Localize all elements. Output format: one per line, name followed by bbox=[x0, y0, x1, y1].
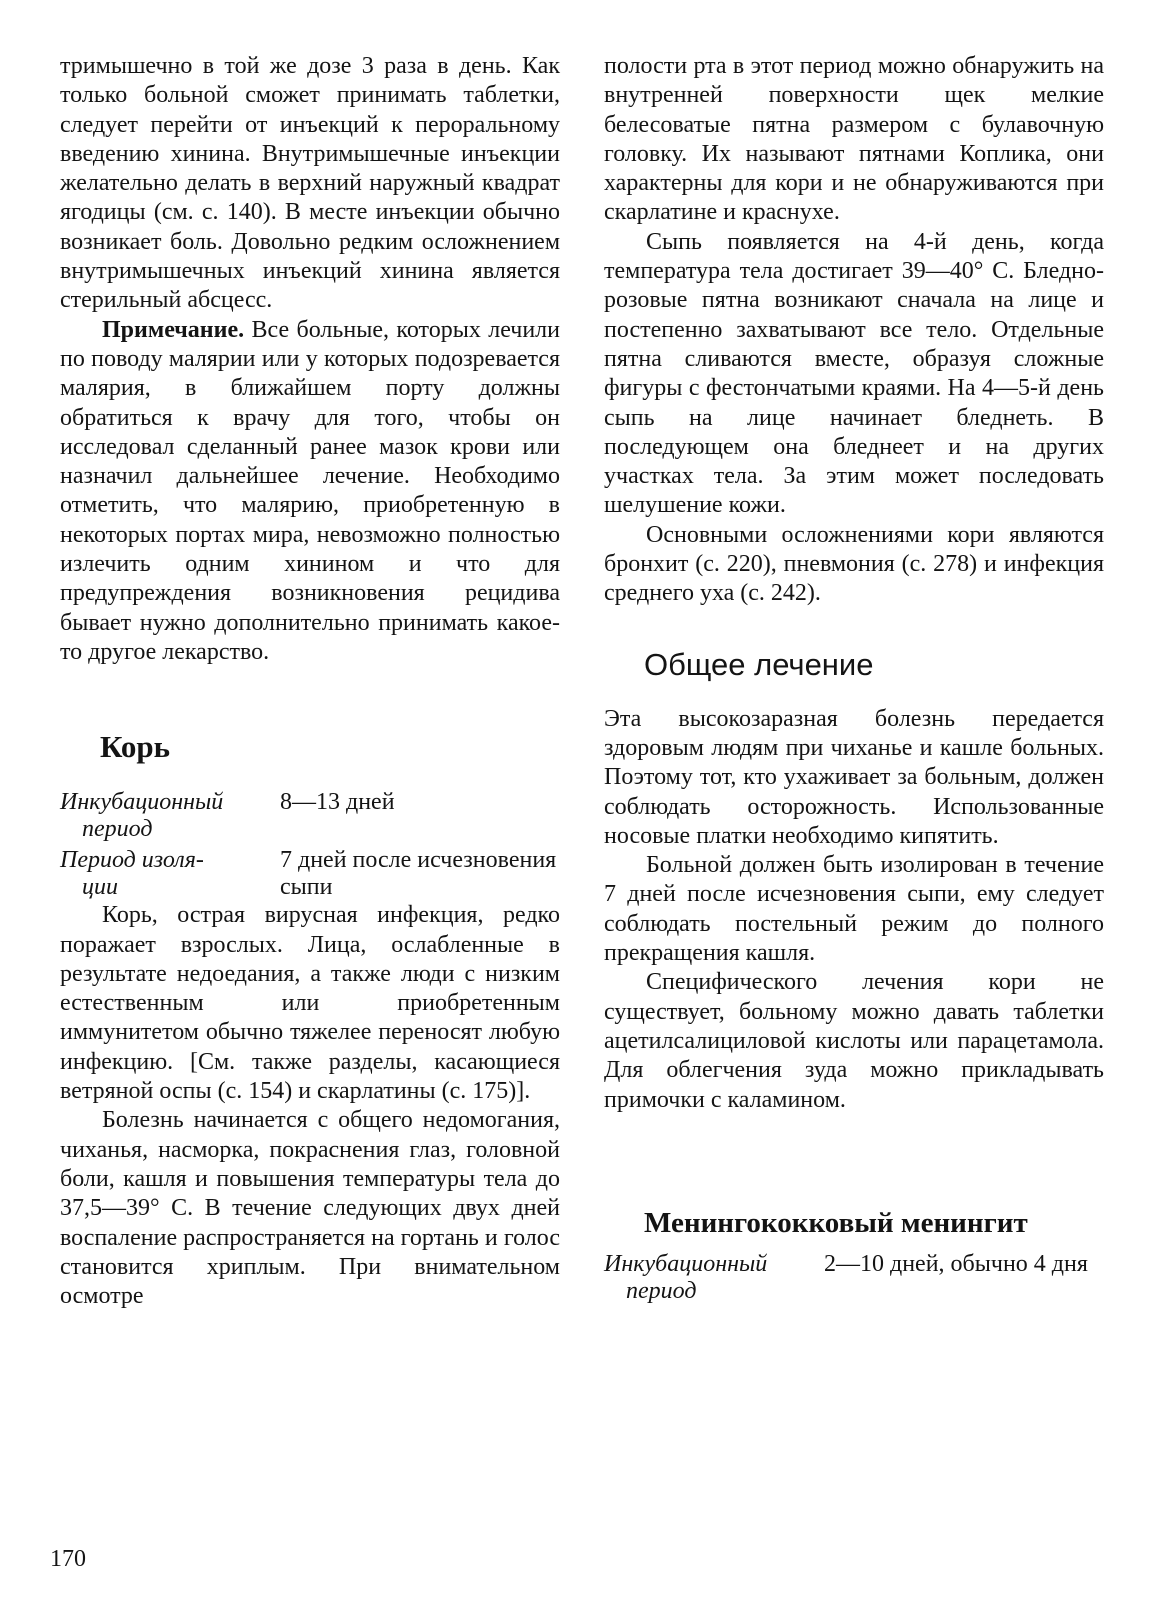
paragraph-measles-onset: Болезнь начинается с общего недомогания, чиханья, насморка, покраснения глаз, головной боли, кашля и повышения температуры тела до 37,5—39° С. В течение следующих двух дней воспаление распространяется на гортань и голос становится хриплым. При внимательном осмотре bbox=[60, 1107, 560, 1310]
note-text: Все больные, которых лечили по поводу малярии или у которых подозревается малярия, в ближайшем порту должны обратиться к врачу для того, чтобы он исследовал сделанный ранее мазок крови или назначил дальнейшее лечение. Необходимо отметить, что малярию, приобретенную в некоторых портах мира, невозможно полностью излечить одним хинином и что для предупреждения возникновения рецидива бывает нужно дополнительно принимать какое-то другое лекарство. bbox=[60, 316, 560, 665]
measles-isolation bbox=[60, 847, 560, 901]
isolation-value: 7 дней после исчезновения сыпи bbox=[280, 847, 557, 901]
right-column bbox=[604, 52, 1104, 1305]
paragraph-note bbox=[60, 316, 560, 668]
note-label: Примечание. bbox=[102, 316, 245, 343]
paragraph-transmission: Эта высокозаразная болезнь передается здоровым людям при чиханье и кашле больных. Поэтому тот, кто ухаживает за больным, должен соблюдать осторожность. Использованные носовые платки необходимо кипятить. bbox=[604, 705, 1104, 849]
meningitis-incubation bbox=[604, 1251, 1104, 1305]
incubation-label: Инкубационный период bbox=[60, 789, 224, 843]
paragraph-isolation: Больной должен быть изолирован в течение 7 дней после исчезновения сыпи, ему следует соблюдать постельный режим до полного прекращения кашля. bbox=[604, 852, 1104, 967]
isolation-label: Период изоля- ции bbox=[60, 847, 204, 901]
meningitis-incubation-value: 2—10 дней, обычно 4 дня bbox=[824, 1250, 1088, 1277]
page-number: 170 bbox=[50, 1546, 86, 1572]
heading-meningitis: Менингококковый менингит bbox=[644, 1206, 1028, 1239]
heading-measles: Корь bbox=[100, 729, 171, 765]
heading-general-treatment: Общее лечение bbox=[644, 646, 874, 682]
paragraph-measles-intro: Корь, острая вирусная инфекция, редко поражает взрослых. Лица, ослабленные в результате недоедания, а также люди с низким естественным или приобретенным иммунитетом обычно тяжелее переносят любую инфекцию. [См. также разделы, касающиеся ветряной оспы (с. 154) и скарлатины (с. 175)]. bbox=[60, 902, 560, 1105]
left-column bbox=[60, 52, 560, 1311]
paragraph-rash: Сыпь появляется на 4-й день, когда температура тела достигает 39—40° С. Бледно-розовые пятна возникают сначала на лице и постепенно захватывают все тело. Отдельные пятна сливаются вместе, образуя сложные фигуры с фестончатыми краями. На 4—5-й день сыпь на лице начинает бледнеть. В последующем она бледнеет и на других участках тела. За этим может последовать шелушение кожи. bbox=[604, 228, 1104, 519]
meningitis-incubation-label: Инкубационный период bbox=[604, 1250, 768, 1304]
paragraph-koplik: полости рта в этот период можно обнаружить на внутренней поверхности щек мелкие белесоватые пятна размером с булавочную головку. Их называют пятнами Коплика, они характерны для кори и не обнаруживаются при скарлатине и краснухе. bbox=[604, 53, 1104, 226]
paragraph-treatment: Специфического лечения кори не существует, больному можно давать таблетки ацетилсалициловой кислоты или парацетамола. Для облегчения зуда можно прикладывать примочки с каламином. bbox=[604, 969, 1104, 1113]
measles-incubation bbox=[60, 789, 560, 843]
paragraph-complications: Основными осложнениями кори являются бронхит (с. 220), пневмония (с. 278) и инфекция среднего уха (с. 242). bbox=[604, 521, 1104, 607]
paragraph-quinine: тримышечно в той же дозе 3 раза в день. Как только больной сможет принимать таблетки, следует перейти от инъекций к пероральному введению хинина. Внутримышечные инъекции желательно делать в верхний наружный квадрат ягодицы (см. с. 140). В месте инъекции обычно возникает боль. Довольно редким осложнением внутримышечных инъекций хинина является стерильный абсцесс. bbox=[60, 53, 560, 314]
incubation-value: 8—13 дней bbox=[280, 789, 395, 816]
